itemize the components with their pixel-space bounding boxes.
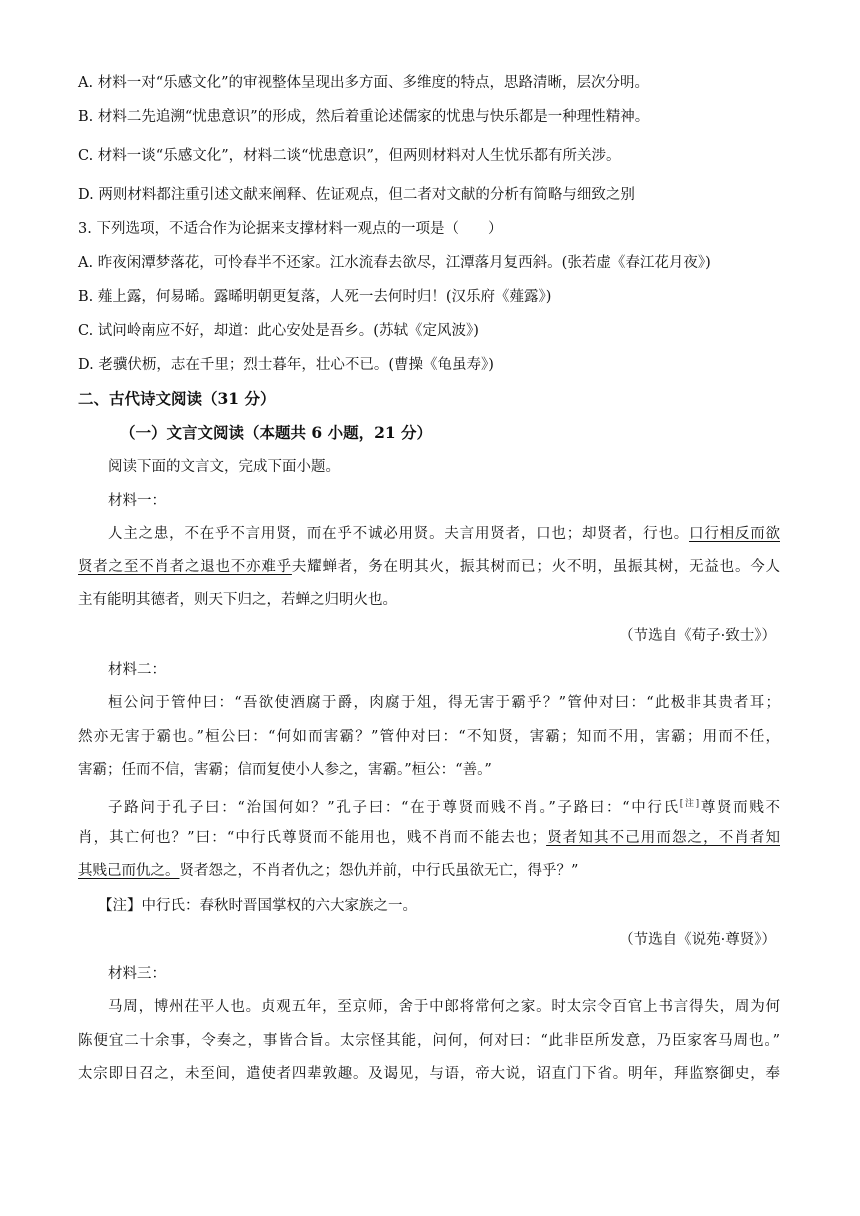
q3-option-b: B. 薤上露，何易晞。露晞明朝更复落，人死一去何时归！(汉乐府《薤露》): [78, 289, 552, 305]
q3-option-d: D. 老骥伏枥，志在千里；烈士暮年，壮心不已。(曹操《龟虽寿》): [78, 357, 494, 373]
underlined-sentence: 贤者知其不己用而怨之，不肖者知: [546, 830, 780, 846]
q2-option-a: A. 材料一对“乐感文化”的审视整体呈现出多方面、多维度的特点，思路清晰，层次分明。: [78, 75, 650, 91]
material-3-label: 材料三：: [108, 966, 166, 982]
material-2-label: 材料二：: [108, 662, 166, 678]
material-1-line-2: 贤者之至不肖者之退也不亦难乎夫耀蝉者，务在明其火，振其树而已；火不明，虽振其树，无益也。今人: [78, 559, 780, 575]
q2-option-b: B. 材料二先追溯“忧患意识”的形成，然后着重论述儒家的忧患与快乐都是一种理性精神。: [78, 109, 650, 125]
underlined-sentence: 口行相反而欲: [689, 526, 780, 542]
material-3-line-2: 陈便宜二十余事，令奏之，事皆合旨。太宗怪其能，问何，何对曰：“此非臣所发意，乃臣家客马周也。”: [78, 1033, 780, 1049]
underlined-sentence: 其贱己而仇之。: [78, 863, 180, 879]
material-1-source: （节选自《荀子·致士》）: [619, 628, 776, 644]
underlined-sentence: 贤者之至不肖者之退也不亦难乎: [78, 559, 292, 575]
material-2-line-1: 桓公问于管仲曰：“吾欲使酒腐于爵，肉腐于俎，得无害于霸乎？”管仲对曰：“此极非其贵者耳；: [108, 695, 780, 711]
material-3-line-1: 马周，博州茌平人也。贞观五年，至京师，舍于中郎将常何之家。时太宗令百官上书言得失，周为何: [108, 999, 780, 1015]
material-3-line-3: 太宗即日召之，未至间，遣使者四辈敦趣。及谒见，与语，帝大说，诏直门下省。明年，拜监察御史，奉: [78, 1066, 780, 1082]
material-2-line-2: 然亦无害于霸也。”桓公曰：“何如而害霸？”管仲对曰：“不知贤，害霸；知而不用，害霸；用而不任，: [78, 729, 780, 745]
material-1-line-3: 主有能明其德者，则天下归之，若蝉之归明火也。: [78, 592, 397, 608]
material-2-line-4: 子路问于孔子曰：“治国何如？”孔子曰：“在于尊贤而贱不肖。”子路曰：“中行氏[注]尊贤而贱不: [108, 799, 781, 816]
material-2-line-3: 害霸；任而不信，害霸；信而复使小人参之，害霸。”桓公：“善。”: [78, 762, 492, 778]
subsection-heading: （一）文言文阅读（本题共 6 小题，21 分）: [120, 423, 433, 442]
material-2-note: 【注】中行氏：春秋时晋国掌权的六大家族之一。: [98, 898, 417, 914]
q3-stem: 3. 下列选项，不适合作为论据来支撑材料一观点的一项是（ ）: [78, 221, 503, 237]
material-2-line-6: 其贱己而仇之。贤者怨之，不肖者仇之；怨仇并前，中行氏虽欲无亡，得乎？”: [78, 863, 579, 879]
material-1-label: 材料一：: [108, 493, 166, 509]
instruction: 阅读下面的文言文，完成下面小题。: [108, 459, 340, 475]
material-2-line-5: 肖，其亡何也？”曰：“中行氏尊贤而不能用也，贱不肖而不能去也；贤者知其不己用而怨之，不肖者知: [78, 830, 780, 846]
material-2-source: （节选自《说苑·尊贤》）: [619, 932, 776, 948]
material-1-line-1: 人主之患，不在乎不言用贤，而在乎不诚必用贤。夫言用贤者，口也；却贤者，行也。口行相反而欲: [108, 526, 780, 542]
q3-option-a: A. 昨夜闲潭梦落花，可怜春半不还家。江水流春去欲尽，江潭落月复西斜。(张若虚《春江花月夜》): [78, 255, 711, 271]
q2-option-d: D. 两则材料都注重引述文献来阐释、佐证观点，但二者对文献的分析有简略与细致之别: [78, 187, 635, 203]
q2-option-c: C. 材料一谈“乐感文化”，材料二谈“忧患意识”，但两则材料对人生忧乐都有所关涉。: [78, 148, 621, 164]
q3-option-c: C. 试问岭南应不好，却道：此心安处是吾乡。(苏轼《定风波》): [78, 323, 479, 339]
note-marker: [注]: [679, 799, 700, 809]
section-heading: 二、古代诗文阅读（31 分）: [78, 389, 276, 408]
